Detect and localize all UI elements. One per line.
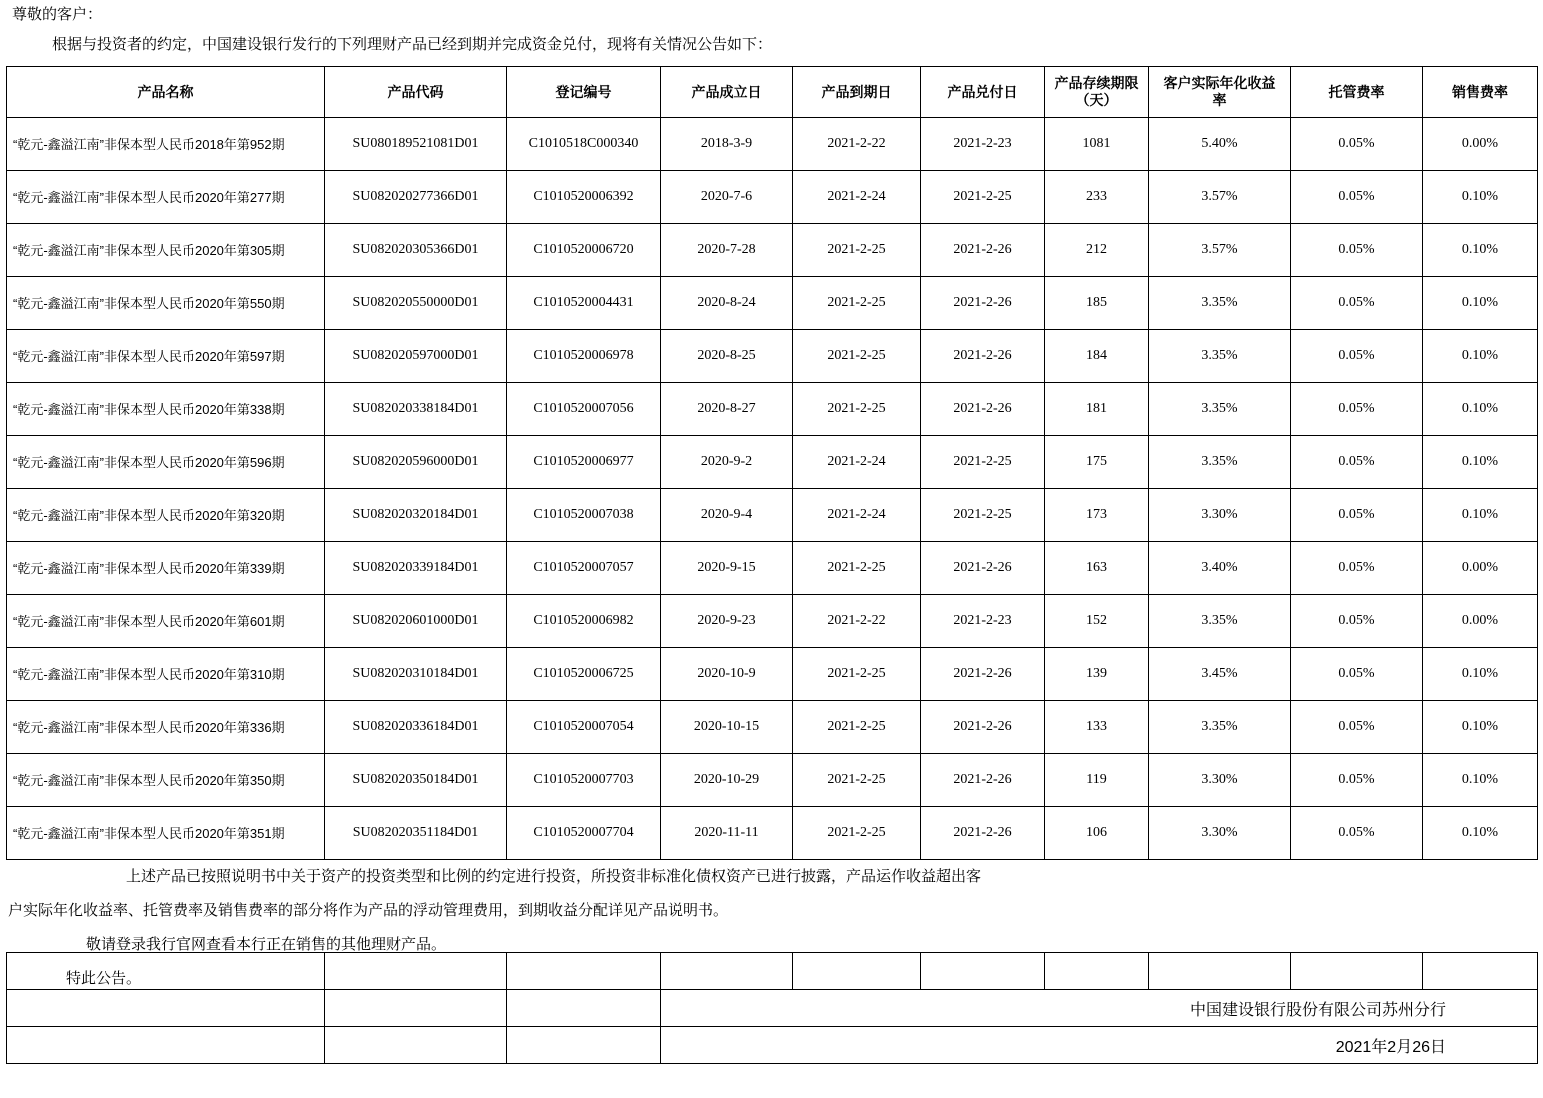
cell-product-name: “乾元-鑫溢江南”非保本型人民币2020年第596期: [7, 436, 325, 489]
cell-payment-date: 2021-2-26: [921, 807, 1045, 860]
cell-registration-number: C1010520006977: [507, 436, 661, 489]
cell-duration-days: 181: [1045, 383, 1149, 436]
col-product-name: 产品名称: [7, 67, 325, 118]
cell-duration-days: 233: [1045, 171, 1149, 224]
grid-cell: [7, 990, 325, 1027]
cell-sales-fee: 0.00%: [1423, 118, 1538, 171]
cell-duration-days: 1081: [1045, 118, 1149, 171]
table-row: [7, 754, 1538, 807]
cell-custody-fee: 0.05%: [1291, 277, 1423, 330]
grid-cell: [325, 953, 507, 990]
cell-product-code: SU082020320184D01: [325, 489, 507, 542]
cell-duration-days: 119: [1045, 754, 1149, 807]
table-row: [7, 701, 1538, 754]
cell-product-code: SU082020338184D01: [325, 383, 507, 436]
cell-product-code: SU082020339184D01: [325, 542, 507, 595]
cell-start-date: 2020-9-4: [661, 489, 793, 542]
cell-duration-days: 175: [1045, 436, 1149, 489]
cell-sales-fee: 0.10%: [1423, 807, 1538, 860]
cell-registration-number: C1010520006720: [507, 224, 661, 277]
cell-duration-days: 212: [1045, 224, 1149, 277]
cell-registration-number: C1010518C000340: [507, 118, 661, 171]
cell-start-date: 2020-10-29: [661, 754, 793, 807]
cell-custody-fee: 0.05%: [1291, 648, 1423, 701]
cell-actual-yield: 3.35%: [1149, 330, 1291, 383]
cell-sales-fee: 0.10%: [1423, 754, 1538, 807]
cell-product-code: SU082020597000D01: [325, 330, 507, 383]
cell-custody-fee: 0.05%: [1291, 542, 1423, 595]
cell-actual-yield: 3.30%: [1149, 807, 1291, 860]
cell-actual-yield: 3.40%: [1149, 542, 1291, 595]
cell-custody-fee: 0.05%: [1291, 171, 1423, 224]
col-custody-fee: 托管费率: [1291, 67, 1423, 118]
cell-sales-fee: 0.10%: [1423, 701, 1538, 754]
cell-start-date: 2020-9-15: [661, 542, 793, 595]
cell-actual-yield: 3.35%: [1149, 383, 1291, 436]
cell-product-code: SU082020550000D01: [325, 277, 507, 330]
cell-custody-fee: 0.05%: [1291, 754, 1423, 807]
cell-duration-days: 184: [1045, 330, 1149, 383]
col-duration-line2: （天）: [1075, 92, 1118, 108]
col-registration-number: 登记编号: [507, 67, 661, 118]
grid-cell: [1423, 953, 1538, 990]
cell-start-date: 2020-8-27: [661, 383, 793, 436]
cell-due-date: 2021-2-25: [793, 383, 921, 436]
cell-start-date: 2020-9-23: [661, 595, 793, 648]
cell-product-name: “乾元-鑫溢江南”非保本型人民币2020年第597期: [7, 330, 325, 383]
cell-sales-fee: 0.10%: [1423, 383, 1538, 436]
intro-paragraph: 根据与投资者的约定，中国建设银行发行的下列理财产品已经到期并完成资金兑付，现将有关情况公告如下：: [52, 36, 773, 53]
cell-start-date: 2020-7-28: [661, 224, 793, 277]
signature-grid: [6, 952, 1537, 1092]
cell-due-date: 2021-2-24: [793, 171, 921, 224]
grid-row-org: [7, 990, 1538, 1027]
cell-custody-fee: 0.05%: [1291, 489, 1423, 542]
cell-sales-fee: 0.10%: [1423, 224, 1538, 277]
cell-start-date: 2020-10-15: [661, 701, 793, 754]
cell-payment-date: 2021-2-26: [921, 224, 1045, 277]
cell-registration-number: C1010520007057: [507, 542, 661, 595]
cell-product-code: SU082020596000D01: [325, 436, 507, 489]
cell-actual-yield: 3.30%: [1149, 754, 1291, 807]
cell-start-date: 2020-11-11: [661, 807, 793, 860]
cell-duration-days: 133: [1045, 701, 1149, 754]
cell-registration-number: C1010520007038: [507, 489, 661, 542]
cell-payment-date: 2021-2-25: [921, 436, 1045, 489]
cell-product-name: “乾元-鑫溢江南”非保本型人民币2020年第310期: [7, 648, 325, 701]
grid-cell: [7, 953, 325, 990]
grid-cell: [793, 953, 921, 990]
cell-product-code: SU082020601000D01: [325, 595, 507, 648]
table-row: [7, 542, 1538, 595]
table-row: [7, 648, 1538, 701]
cell-actual-yield: 3.57%: [1149, 224, 1291, 277]
grid-cell: [325, 990, 507, 1027]
cell-due-date: 2021-2-25: [793, 224, 921, 277]
cell-sales-fee: 0.00%: [1423, 542, 1538, 595]
cell-sales-fee: 0.10%: [1423, 277, 1538, 330]
cell-start-date: 2018-3-9: [661, 118, 793, 171]
cell-product-name: “乾元-鑫溢江南”非保本型人民币2020年第550期: [7, 277, 325, 330]
cell-registration-number: C1010520006725: [507, 648, 661, 701]
grid-cell: [507, 953, 661, 990]
cell-registration-number: C1010520006982: [507, 595, 661, 648]
cell-product-name: “乾元-鑫溢江南”非保本型人民币2020年第351期: [7, 807, 325, 860]
grid-cell: [507, 990, 661, 1027]
cell-payment-date: 2021-2-26: [921, 648, 1045, 701]
cell-actual-yield: 3.35%: [1149, 701, 1291, 754]
cell-actual-yield: 3.30%: [1149, 489, 1291, 542]
table-header-row: [7, 67, 1538, 118]
cell-start-date: 2020-8-25: [661, 330, 793, 383]
col-start-date: 产品成立日: [661, 67, 793, 118]
table-body: [7, 118, 1538, 860]
grid-row-date: [7, 1027, 1538, 1064]
cell-payment-date: 2021-2-26: [921, 542, 1045, 595]
grid-cell: [661, 953, 793, 990]
signature-date: 2021年2月26日: [1335, 1038, 1446, 1056]
cell-start-date: 2020-7-6: [661, 171, 793, 224]
col-product-code: 产品代码: [325, 67, 507, 118]
cell-duration-days: 106: [1045, 807, 1149, 860]
cell-actual-yield: 3.35%: [1149, 277, 1291, 330]
cell-due-date: 2021-2-25: [793, 277, 921, 330]
table-row: [7, 383, 1538, 436]
cell-sales-fee: 0.00%: [1423, 595, 1538, 648]
cell-product-code: SU082020277366D01: [325, 171, 507, 224]
col-sales-fee: 销售费率: [1423, 67, 1538, 118]
cell-duration-days: 163: [1045, 542, 1149, 595]
cell-due-date: 2021-2-24: [793, 436, 921, 489]
cell-due-date: 2021-2-25: [793, 754, 921, 807]
grid-cell: [921, 953, 1045, 990]
grid-cell: [1291, 953, 1423, 990]
cell-due-date: 2021-2-25: [793, 330, 921, 383]
salutation: 尊敬的客户：: [12, 6, 103, 23]
cell-start-date: 2020-9-2: [661, 436, 793, 489]
intro-block: [0, 0, 1543, 60]
cell-registration-number: C1010520007054: [507, 701, 661, 754]
cell-due-date: 2021-2-24: [793, 489, 921, 542]
cell-due-date: 2021-2-25: [793, 648, 921, 701]
grid-cell: [1149, 953, 1291, 990]
col-payment-date: 产品兑付日: [921, 67, 1045, 118]
col-duration-days: [1045, 67, 1149, 118]
cell-product-name: “乾元-鑫溢江南”非保本型人民币2020年第277期: [7, 171, 325, 224]
cell-custody-fee: 0.05%: [1291, 436, 1423, 489]
cell-product-code: SU082020310184D01: [325, 648, 507, 701]
cell-actual-yield: 5.40%: [1149, 118, 1291, 171]
cell-payment-date: 2021-2-26: [921, 330, 1045, 383]
cell-sales-fee: 0.10%: [1423, 330, 1538, 383]
cell-registration-number: C1010520004431: [507, 277, 661, 330]
col-actual-yield: [1149, 67, 1291, 118]
cell-custody-fee: 0.05%: [1291, 224, 1423, 277]
footnote-line-3: 敬请登录我行官网查看本行正在销售的其他理财产品。: [86, 936, 447, 953]
cell-registration-number: C1010520006978: [507, 330, 661, 383]
cell-duration-days: 173: [1045, 489, 1149, 542]
signature-date-cell: [661, 1027, 1538, 1064]
table-row: [7, 277, 1538, 330]
grid-cell: [7, 1027, 325, 1064]
cell-due-date: 2021-2-25: [793, 701, 921, 754]
cell-duration-days: 185: [1045, 277, 1149, 330]
grid-cell: [1045, 953, 1149, 990]
cell-product-name: “乾元-鑫溢江南”非保本型人民币2020年第601期: [7, 595, 325, 648]
table-row: [7, 224, 1538, 277]
cell-registration-number: C1010520007056: [507, 383, 661, 436]
cell-actual-yield: 3.57%: [1149, 171, 1291, 224]
cell-registration-number: C1010520006392: [507, 171, 661, 224]
cell-sales-fee: 0.10%: [1423, 171, 1538, 224]
grid-cell: [325, 1027, 507, 1064]
cell-sales-fee: 0.10%: [1423, 436, 1538, 489]
cell-payment-date: 2021-2-26: [921, 754, 1045, 807]
cell-payment-date: 2021-2-26: [921, 277, 1045, 330]
cell-payment-date: 2021-2-25: [921, 171, 1045, 224]
cell-registration-number: C1010520007704: [507, 807, 661, 860]
cell-actual-yield: 3.35%: [1149, 436, 1291, 489]
cell-start-date: 2020-8-24: [661, 277, 793, 330]
col-duration-line1: 产品存续期限: [1054, 75, 1139, 91]
signature-org-cell: [661, 990, 1538, 1027]
cell-product-name: “乾元-鑫溢江南”非保本型人民币2020年第339期: [7, 542, 325, 595]
table-row: [7, 807, 1538, 860]
cell-actual-yield: 3.35%: [1149, 595, 1291, 648]
cell-product-name: “乾元-鑫溢江南”非保本型人民币2020年第305期: [7, 224, 325, 277]
cell-product-code: SU082020351184D01: [325, 807, 507, 860]
grid-cell: [507, 1027, 661, 1064]
footnote-line-2: 户实际年化收益率、托管费率及销售费率的部分将作为产品的浮动管理费用，到期收益分配详见产品说明书。: [8, 902, 729, 919]
cell-due-date: 2021-2-22: [793, 595, 921, 648]
cell-custody-fee: 0.05%: [1291, 807, 1423, 860]
cell-duration-days: 152: [1045, 595, 1149, 648]
cell-product-code: SU082020305366D01: [325, 224, 507, 277]
cell-product-name: “乾元-鑫溢江南”非保本型人民币2020年第338期: [7, 383, 325, 436]
cell-payment-date: 2021-2-25: [921, 489, 1045, 542]
cell-due-date: 2021-2-25: [793, 807, 921, 860]
cell-custody-fee: 0.05%: [1291, 383, 1423, 436]
cell-sales-fee: 0.10%: [1423, 648, 1538, 701]
signature-org: 中国建设银行股份有限公司苏州分行: [1189, 1001, 1446, 1019]
cell-payment-date: 2021-2-23: [921, 595, 1045, 648]
table-row: [7, 330, 1538, 383]
cell-custody-fee: 0.05%: [1291, 701, 1423, 754]
cell-due-date: 2021-2-22: [793, 118, 921, 171]
table-row: [7, 489, 1538, 542]
cell-due-date: 2021-2-25: [793, 542, 921, 595]
col-yield-line1: 客户实际年化收益: [1163, 75, 1276, 91]
footnote-line-4: 特此公告。: [66, 970, 142, 987]
cell-custody-fee: 0.05%: [1291, 595, 1423, 648]
cell-payment-date: 2021-2-26: [921, 701, 1045, 754]
cell-custody-fee: 0.05%: [1291, 330, 1423, 383]
cell-sales-fee: 0.10%: [1423, 489, 1538, 542]
cell-product-code: SU082020350184D01: [325, 754, 507, 807]
table-row: [7, 118, 1538, 171]
cell-payment-date: 2021-2-23: [921, 118, 1045, 171]
cell-actual-yield: 3.45%: [1149, 648, 1291, 701]
cell-duration-days: 139: [1045, 648, 1149, 701]
footnote-line-1: 上述产品已按照说明书中关于资产的投资类型和比例的约定进行投资，所投资非标准化债权资产已进行披露，产品运作收益超出客: [126, 868, 982, 885]
grid-row-blank-1: [7, 953, 1538, 990]
cell-product-name: “乾元-鑫溢江南”非保本型人民币2020年第350期: [7, 754, 325, 807]
cell-start-date: 2020-10-9: [661, 648, 793, 701]
col-yield-line2: 率: [1212, 92, 1227, 108]
products-table: [6, 66, 1538, 860]
cell-product-name: “乾元-鑫溢江南”非保本型人民币2018年第952期: [7, 118, 325, 171]
cell-product-code: SU082020336184D01: [325, 701, 507, 754]
table-row: [7, 595, 1538, 648]
cell-product-name: “乾元-鑫溢江南”非保本型人民币2020年第320期: [7, 489, 325, 542]
cell-registration-number: C1010520007703: [507, 754, 661, 807]
cell-payment-date: 2021-2-26: [921, 383, 1045, 436]
cell-product-code: SU080189521081D01: [325, 118, 507, 171]
cell-custody-fee: 0.05%: [1291, 118, 1423, 171]
cell-product-name: “乾元-鑫溢江南”非保本型人民币2020年第336期: [7, 701, 325, 754]
col-due-date: 产品到期日: [793, 67, 921, 118]
table-row: [7, 171, 1538, 224]
table-row: [7, 436, 1538, 489]
